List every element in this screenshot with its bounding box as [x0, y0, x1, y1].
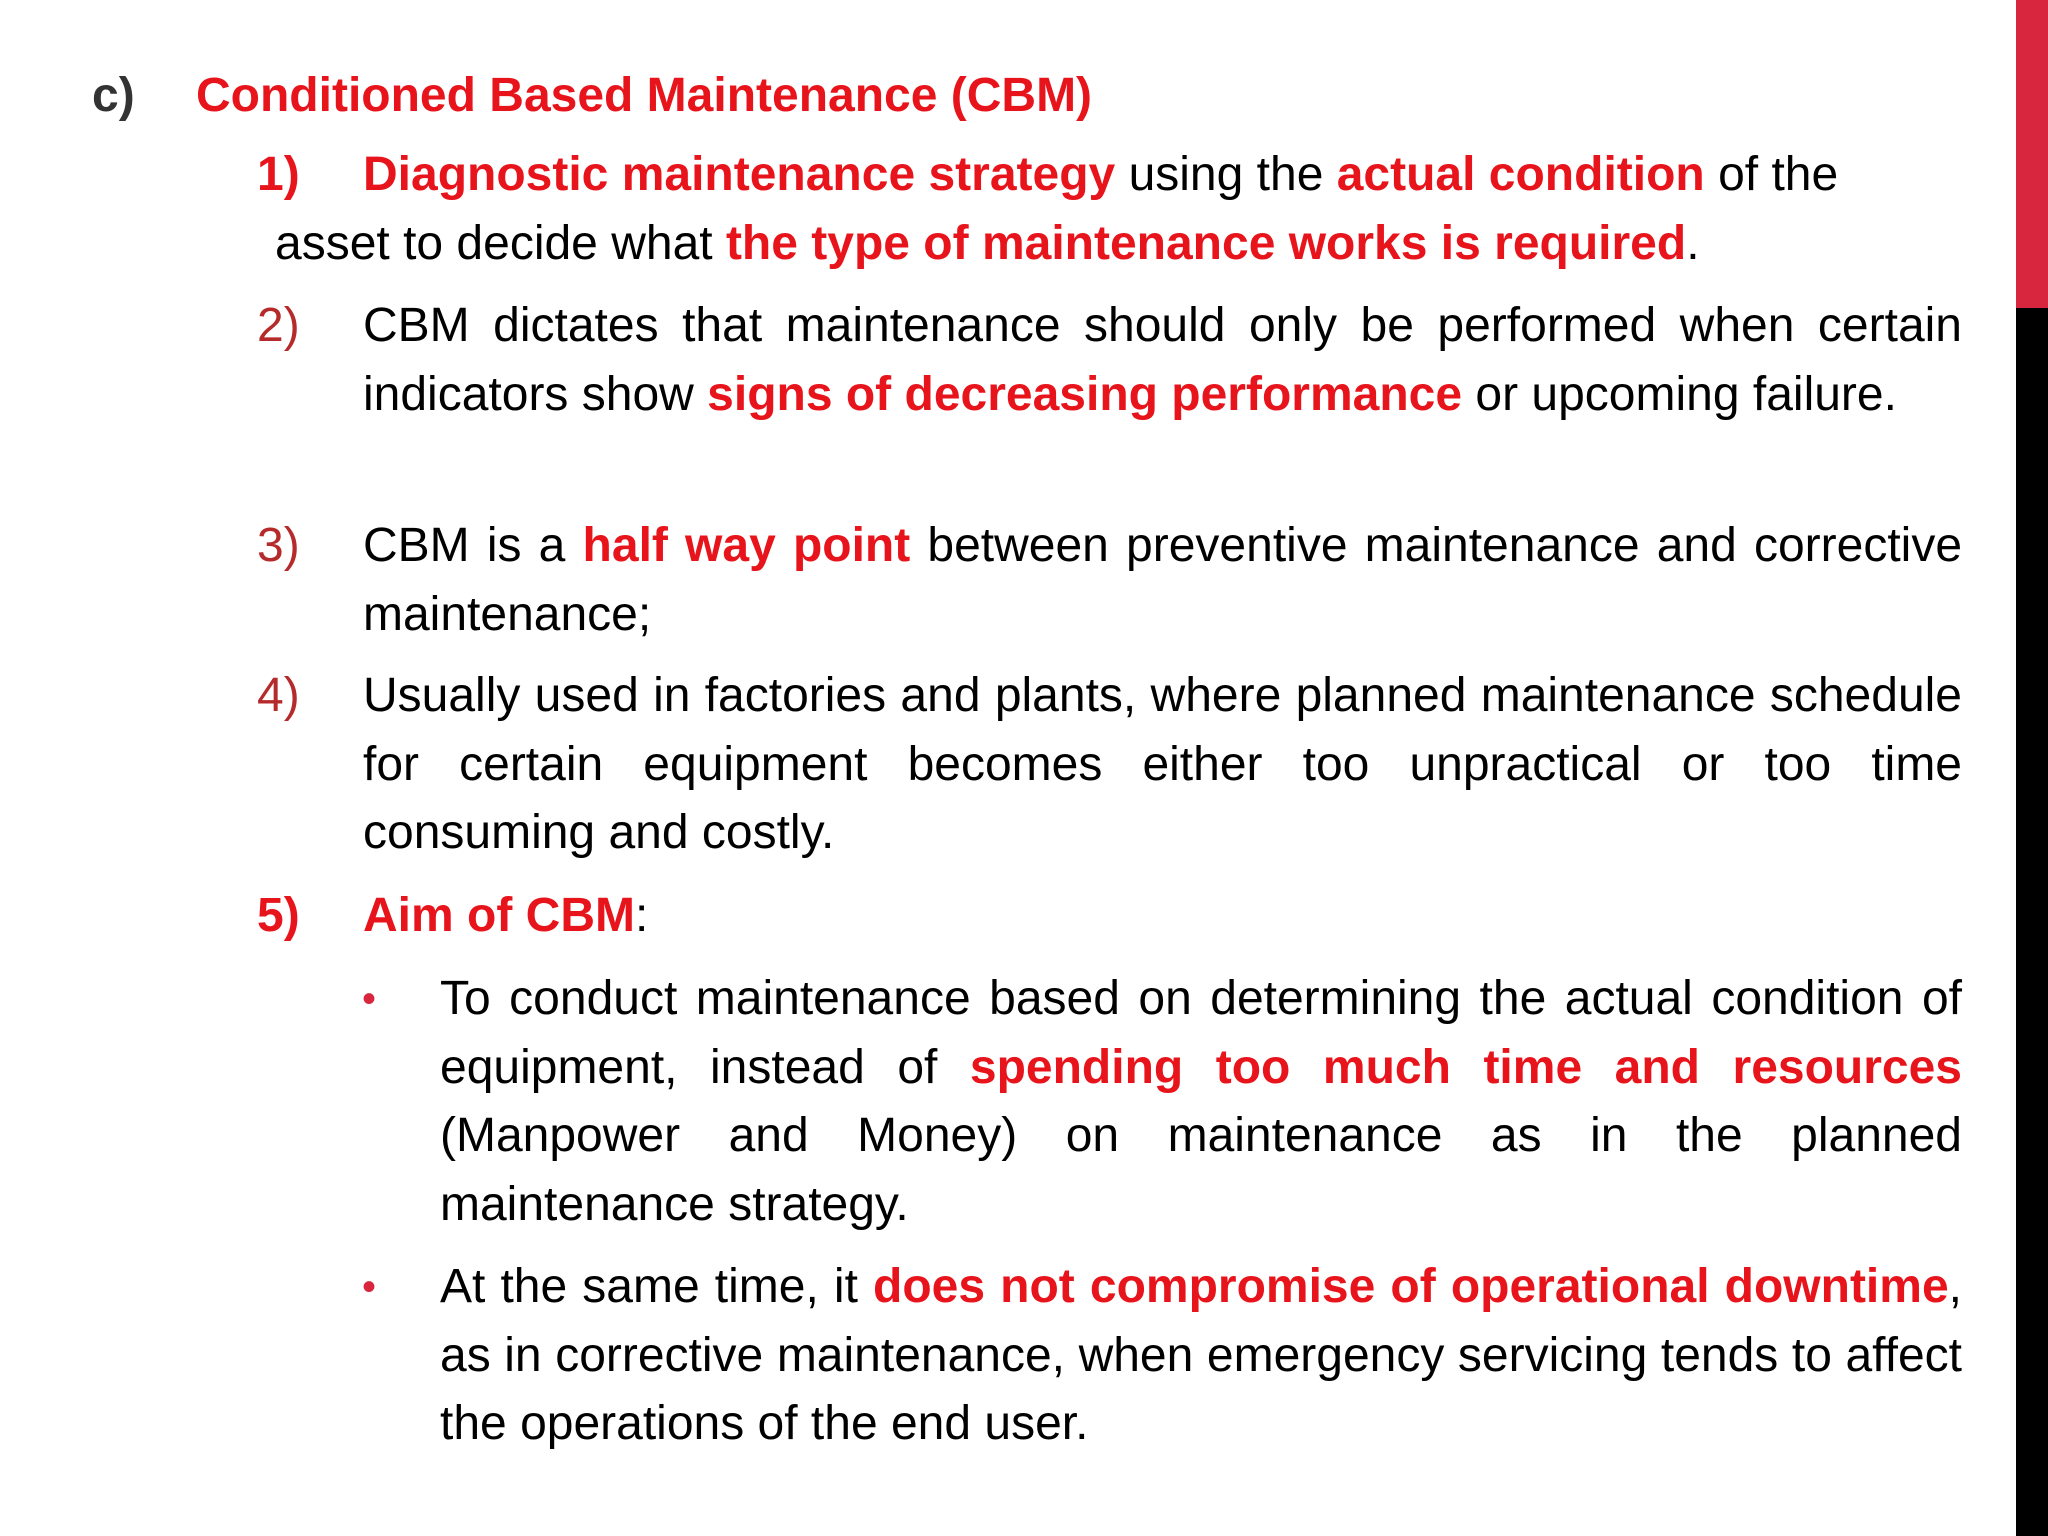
- text-segment: (Manpower and Money) on maintenance as in the planned maintenance strategy.: [440, 1109, 1962, 1231]
- list-item-5: [257, 882, 1962, 951]
- item-number: 5): [257, 889, 300, 942]
- text-segment: To conduct maintenance based on determining the actual condition of equipment, instead of: [440, 972, 1962, 1094]
- item-text: [363, 512, 1962, 649]
- text-segment: spending too much time and resources: [969, 1040, 1963, 1094]
- list-item-4: [257, 662, 1962, 868]
- text-segment: actual condition: [1336, 148, 1705, 201]
- text-segment: Aim of CBM: [363, 889, 635, 942]
- item-text-line-2: [275, 210, 1962, 279]
- section-heading: [92, 62, 1092, 130]
- bullet-item-1: [362, 965, 1962, 1239]
- list-item-1: [257, 141, 1962, 278]
- text-segment: does not compromise of operational downtime: [873, 1260, 1949, 1313]
- bullet-text: [440, 965, 1962, 1239]
- item-text: [363, 662, 1962, 868]
- text-segment: asset to decide what: [275, 216, 726, 270]
- text-segment: CBM dictates that maintenance should only be performed when certain indicators show: [363, 299, 1962, 421]
- text-segment: or upcoming failure.: [1462, 367, 1897, 421]
- text-segment: Usually used in factories and plants, where planned maintenance schedule for certain equipment becomes either too unpractical or too time consuming and costly.: [363, 669, 1962, 859]
- list-item-3: [257, 512, 1962, 649]
- bullet-text: [440, 1253, 1962, 1459]
- item-text: [363, 292, 1962, 429]
- text-segment: of the: [1704, 148, 1839, 201]
- bullet-icon: •: [362, 1265, 377, 1309]
- text-segment: half way point: [582, 519, 911, 572]
- accent-bar-black: [2016, 308, 2048, 1536]
- section-title: Conditioned Based Maintenance (CBM): [196, 69, 1093, 122]
- item-number: 1): [257, 148, 300, 201]
- text-segment: CBM is a: [363, 519, 583, 572]
- item-number: 4): [257, 669, 300, 722]
- text-segment: At the same time, it: [440, 1260, 874, 1313]
- text-segment: .: [1686, 216, 1700, 270]
- list-item-2: [257, 292, 1962, 429]
- accent-bar-red: [2016, 0, 2048, 308]
- text-segment: , as in corrective maintenance, when emergency servicing tends to affect the operations of the end user.: [440, 1260, 1962, 1450]
- section-marker: c): [92, 69, 135, 122]
- bullet-item-2: [362, 1253, 1962, 1459]
- item-text: [363, 882, 1962, 951]
- text-segment: the type of maintenance works is required: [725, 216, 1687, 270]
- item-number: 2): [257, 299, 300, 352]
- item-number: 3): [257, 519, 300, 572]
- item-text-line-1: [363, 141, 1962, 210]
- text-segment: :: [634, 889, 649, 942]
- text-segment: Diagnostic maintenance strategy: [363, 148, 1116, 201]
- text-segment: signs of decreasing performance: [707, 367, 1463, 421]
- text-segment: using the: [1115, 148, 1337, 201]
- bullet-icon: •: [362, 977, 377, 1021]
- text-segment: between preventive maintenance and corrective maintenance;: [363, 519, 1963, 641]
